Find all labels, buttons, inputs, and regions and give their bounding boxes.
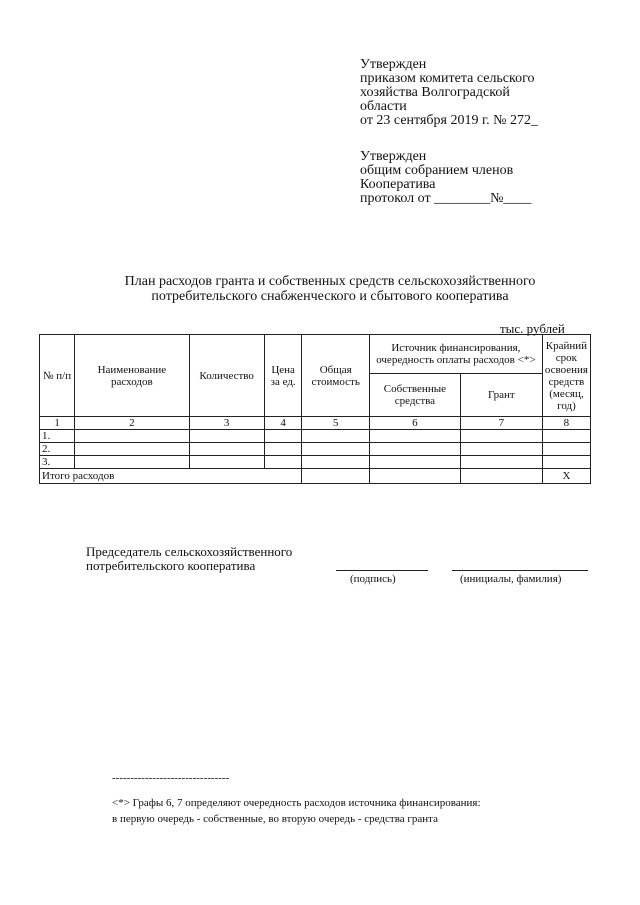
- table-cell: [369, 469, 460, 484]
- table-cell: [302, 456, 369, 469]
- footnote-line: в первую очередь - собственные, во вторую очередь - средства гранта: [112, 813, 438, 825]
- title-line: План расходов гранта и собственных средств сельскохозяйственного: [124, 274, 536, 289]
- header-own-funds: Собственные средства: [369, 374, 460, 417]
- name-line: [452, 570, 588, 571]
- approval-line: Кооператива: [360, 177, 436, 192]
- header-funding-source: Источник финансирования, очередность оплаты расходов <*>: [369, 335, 542, 374]
- table-cell: [264, 443, 302, 456]
- column-number: 2: [75, 417, 189, 430]
- header-total-cost: Общая стоимость: [302, 335, 369, 417]
- table-cell: [302, 443, 369, 456]
- approval-line: общим собранием членов: [360, 163, 514, 178]
- table-cell: [75, 430, 189, 443]
- footnote-separator: --------------------------------: [112, 772, 230, 784]
- table-row: [40, 456, 591, 469]
- row-number: 1.: [40, 430, 75, 443]
- document-title: [60, 274, 600, 304]
- column-number: 1: [40, 417, 75, 430]
- approval-block-committee: [360, 58, 620, 128]
- header-grant: Грант: [460, 374, 542, 417]
- approval-line: Утвержден: [360, 149, 427, 164]
- table-cell: [264, 456, 302, 469]
- table-cell: [369, 430, 460, 443]
- table-row: [40, 443, 591, 456]
- footnote-line: <*> Графы 6, 7 определяют очередность расходов источника финансирования:: [112, 797, 481, 809]
- approval-line: области: [360, 99, 407, 114]
- header-quantity: Количество: [189, 335, 264, 417]
- column-number: 8: [542, 417, 590, 430]
- table-cell: [369, 443, 460, 456]
- table-cell: [264, 430, 302, 443]
- header-num: № п/п: [40, 335, 75, 417]
- title-line: потребительского снабженческого и сбытового кооператива: [151, 289, 509, 304]
- approval-block-meeting: [360, 150, 620, 206]
- signature-line: [336, 570, 428, 571]
- table-cell: [542, 430, 590, 443]
- table-cell: [75, 456, 189, 469]
- table-cell: [189, 443, 264, 456]
- column-number: 4: [264, 417, 302, 430]
- total-deadline-mark: X: [542, 469, 590, 484]
- signature-caption: (подпись): [350, 573, 396, 585]
- expense-plan-table: [39, 334, 591, 484]
- table-cell: [460, 469, 542, 484]
- row-number: 3.: [40, 456, 75, 469]
- table-cell: [302, 469, 369, 484]
- units-label: тыс. рублей: [500, 321, 565, 336]
- row-number: 2.: [40, 443, 75, 456]
- total-label: Итого расходов: [40, 469, 302, 484]
- column-number: 7: [460, 417, 542, 430]
- approval-line: приказом комитета сельского: [360, 71, 535, 86]
- column-number: 5: [302, 417, 369, 430]
- table-cell: [189, 430, 264, 443]
- table-row: [40, 430, 591, 443]
- signer-line: Председатель сельскохозяйственного: [86, 544, 293, 559]
- table-cell: [460, 456, 542, 469]
- footnote: [112, 795, 612, 827]
- header-deadline: Крайний срок освоения средств (месяц, год): [542, 335, 590, 417]
- signer-line: потребительского кооператива: [86, 558, 256, 573]
- approval-line: Утвержден: [360, 57, 427, 72]
- signer-title: [86, 545, 292, 573]
- header-price: Цена за ед.: [264, 335, 302, 417]
- approval-line: хозяйства Волгоградской: [360, 85, 510, 100]
- total-row: [40, 469, 591, 484]
- name-caption: (инициалы, фамилия): [460, 573, 562, 585]
- table-cell: [189, 456, 264, 469]
- header-name: Наименование расходов: [75, 335, 189, 417]
- table-cell: [542, 456, 590, 469]
- approval-line: протокол от ________№____: [360, 191, 532, 206]
- column-number-row: [40, 417, 591, 430]
- table-cell: [460, 430, 542, 443]
- table-cell: [542, 443, 590, 456]
- table-cell: [75, 443, 189, 456]
- column-number: 6: [369, 417, 460, 430]
- table-cell: [369, 456, 460, 469]
- table-cell: [302, 430, 369, 443]
- table-cell: [460, 443, 542, 456]
- column-number: 3: [189, 417, 264, 430]
- approval-line: от 23 сентября 2019 г. № 272_: [360, 113, 538, 128]
